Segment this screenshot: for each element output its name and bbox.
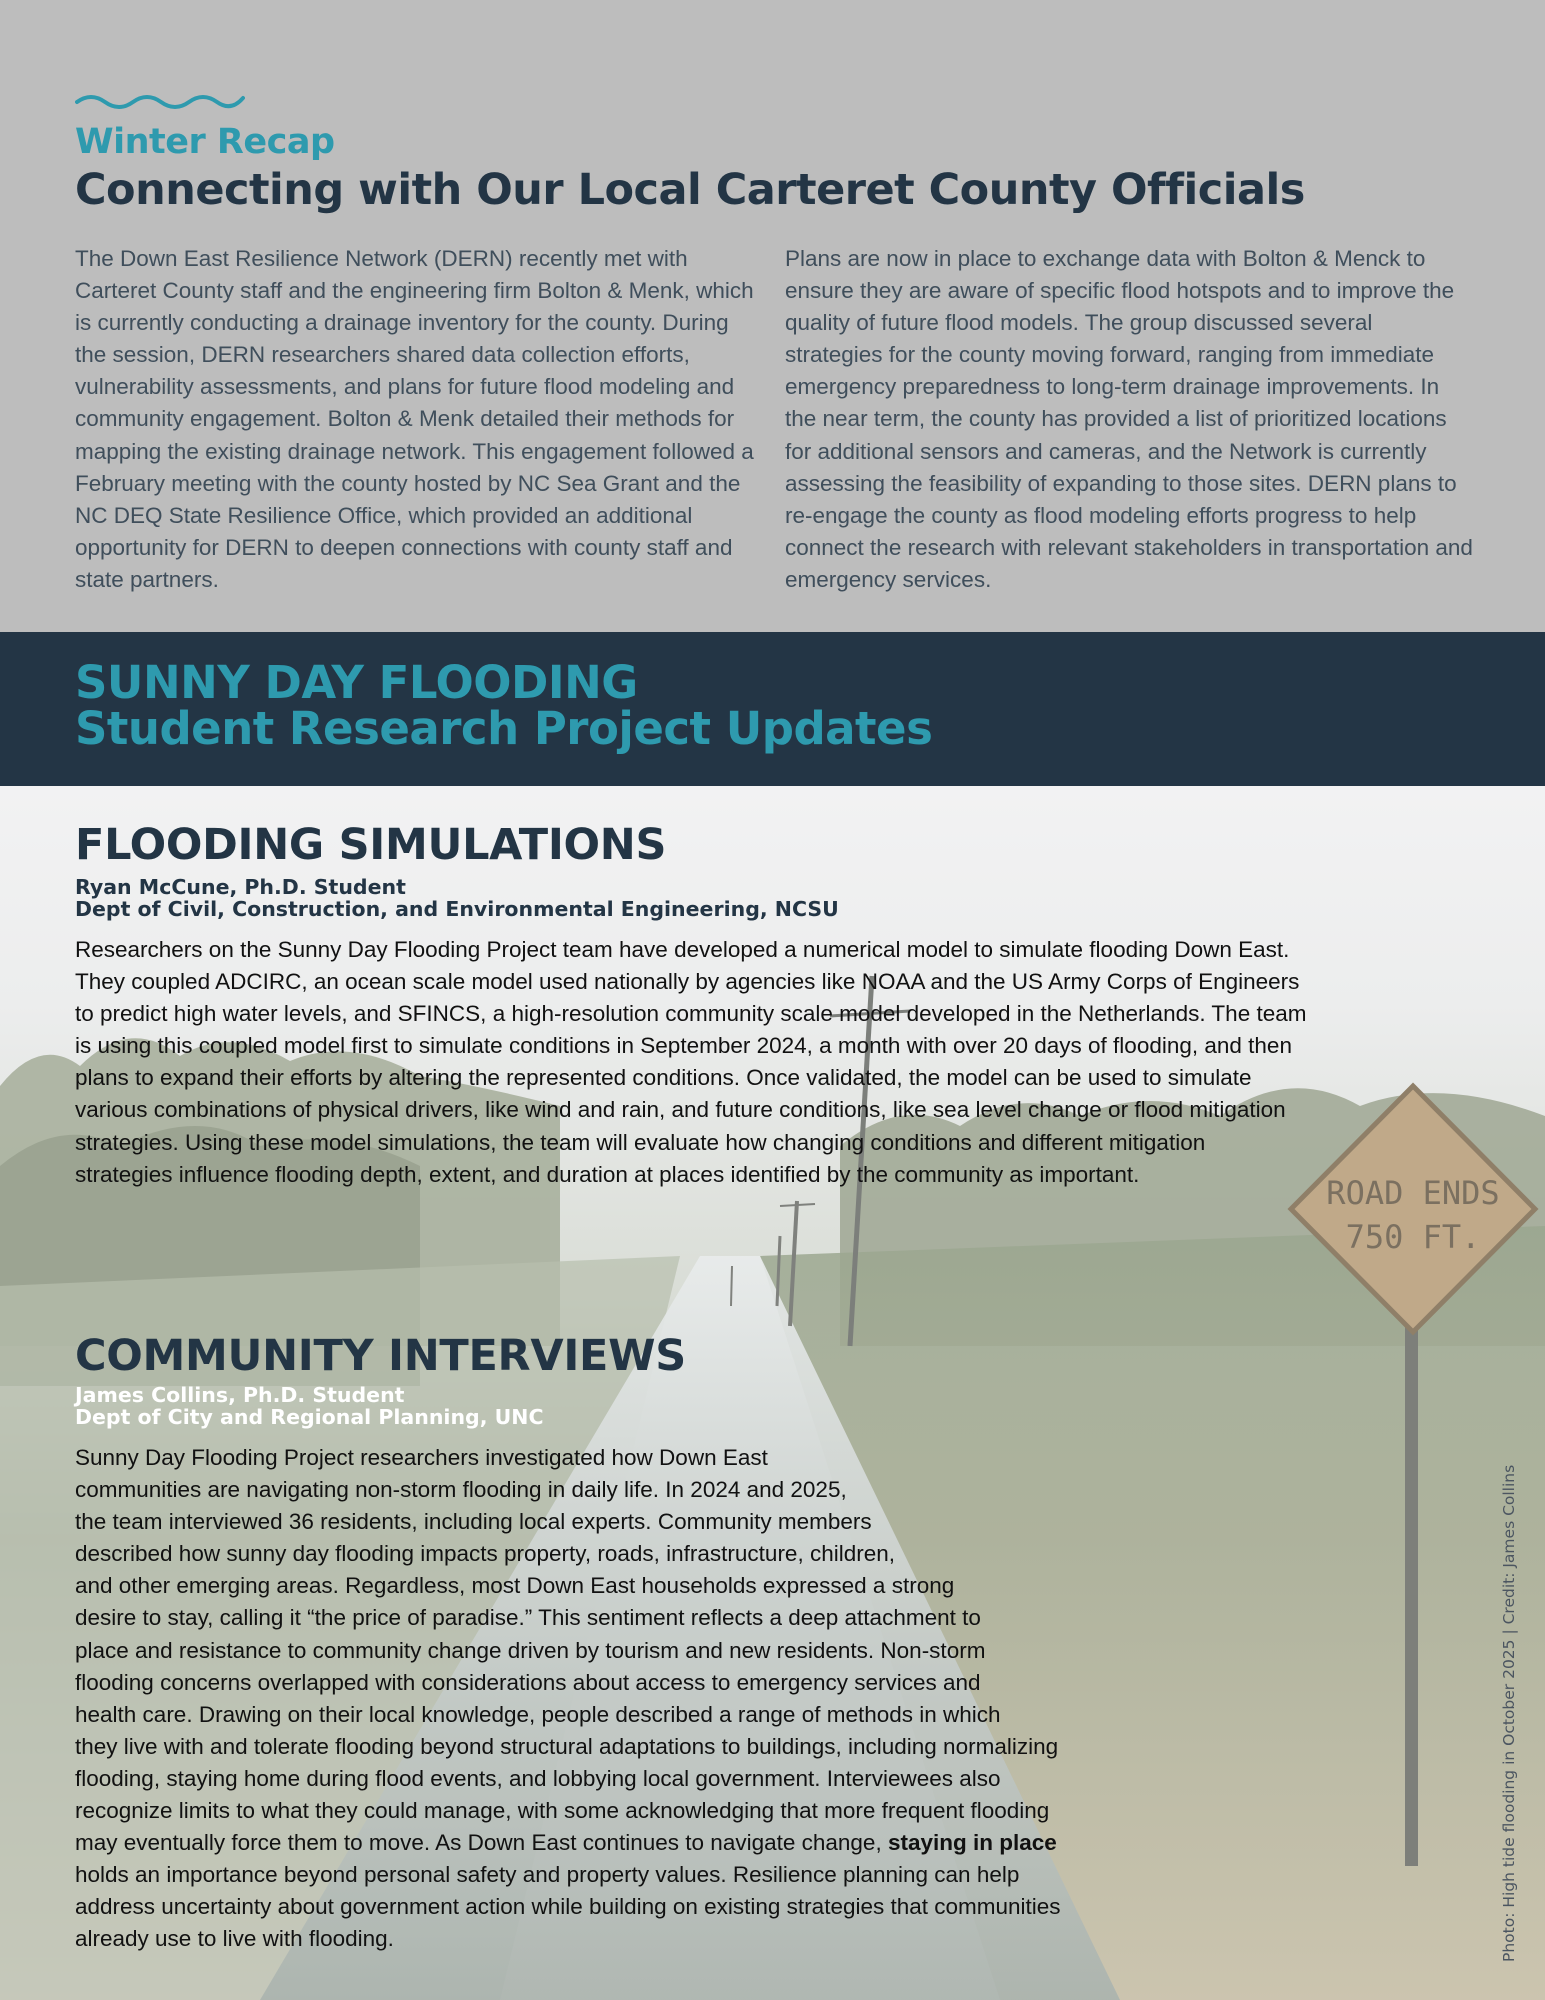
- interviews-line: already use to live with flooding.: [75, 1926, 394, 1952]
- interviews-line: communities are navigating non-storm flooding in daily life. In 2024 and 2025,: [75, 1477, 847, 1503]
- sunny-day-banner: [0, 632, 1545, 786]
- sign-text-line1: ROAD ENDS: [1326, 1174, 1500, 1212]
- simulations-line: They coupled ADCIRC, an ocean scale model used nationally by agencies like NOAA and the US Army Corps of Engineers: [75, 969, 1300, 995]
- sign-text-line2: 750 FT.: [1345, 1218, 1481, 1256]
- recap-title: Connecting with Our Local Carteret County Officials: [75, 165, 1305, 215]
- interviews-line: they live with and tolerate flooding beyond structural adaptations to buildings, including normalizing: [75, 1733, 1059, 1759]
- interviews-line: health care. Drawing on their local knowledge, people described a range of methods in which: [75, 1701, 1001, 1727]
- banner-subtitle: Student Research Project Updates: [75, 702, 933, 755]
- flooded-road-photo: [0, 786, 1545, 2000]
- winter-recap-section: [0, 0, 1545, 632]
- simulations-line: strategies. Using these model simulations, the team will evaluate how changing conditions and different mitigation: [75, 1129, 1206, 1155]
- simulations-title: FLOODING SIMULATIONS: [75, 820, 667, 870]
- photo-credit: Photo: High tide flooding in October 2025 | Credit: James Collins: [1500, 1464, 1518, 1962]
- simulations-line: various combinations of physical drivers, like wind and rain, and future conditions, like sea level change or flood mitigation: [75, 1097, 1286, 1123]
- section-kicker: Winter Recap: [75, 122, 335, 162]
- recap-column-right: Plans are now in place to exchange data with Bolton & Menck to ensure they are aware of specific flood hotspots and to improve the quality of future flood models. The group discussed several strategies for the county moving forward, ranging from immediate emergency preparedness to long-term drainage improvements. In the near term, the county has provided a list of prioritized locations for additional sensors and cameras, and the Network is currently assessing the feasibility of expanding to those sites. DERN plans to re-engage the county as flood modeling efforts progress to help connect the research with relevant stakeholders in transportation and emergency services.: [785, 246, 1473, 592]
- simulations-body: [75, 934, 1306, 1191]
- simulations-line: to predict high water levels, and SFINCS, a high-resolution community scale model developed in the Netherlands. The team: [75, 1001, 1307, 1027]
- interviews-title: COMMUNITY INTERVIEWS: [75, 1331, 686, 1381]
- wave-icon: [75, 90, 245, 110]
- interviews-department: Dept of City and Regional Planning, UNC: [75, 1405, 544, 1429]
- interviews-line: desire to stay, calling it “the price of paradise.” This sentiment reflects a deep attachment to: [75, 1605, 981, 1631]
- interviews-line: described how sunny day flooding impacts property, roads, infrastructure, children,: [75, 1541, 895, 1567]
- interviews-line: holds an importance beyond personal safety and property values. Resilience planning can help: [75, 1862, 1020, 1888]
- simulations-author: Ryan McCune, Ph.D. Student: [75, 875, 406, 899]
- simulations-department: Dept of Civil, Construction, and Environmental Engineering, NCSU: [75, 897, 839, 921]
- simulations-line: plans to expand their efforts by altering the represented conditions. Once validated, the model can be used to simulate: [75, 1065, 1252, 1091]
- interviews-line: [75, 1827, 1061, 1859]
- recap-column-left: The Down East Resilience Network (DERN) recently met with Carteret County staff and the engineering firm Bolton & Menk, which is currently conducting a drainage inventory for the county. During the session, DERN researchers shared data collection efforts, vulnerability assessments, and plans for future flood modeling and community engagement. Bolton & Menk detailed their methods for mapping the existing drainage network. This engagement followed a February meeting with the county hosted by NC Sea Grant and the NC DEQ State Resilience Office, which provided an additional opportunity for DERN to deepen connections with county staff and state partners.: [75, 246, 754, 592]
- interviews-line: place and resistance to community change driven by tourism and new residents. Non-storm: [75, 1637, 986, 1663]
- interviews-line: the team interviewed 36 residents, including local experts. Community members: [75, 1509, 872, 1535]
- interviews-line: flooding, staying home during flood events, and lobbying local government. Interviewees also: [75, 1765, 1001, 1791]
- interviews-line-text: may eventually force them to move. As Down East continues to navigate change,: [75, 1830, 888, 1856]
- interviews-line: address uncertainty about government action while building on existing strategies that communities: [75, 1894, 1061, 1920]
- interviews-body: [75, 1442, 1061, 1956]
- simulations-line: Researchers on the Sunny Day Flooding Project team have developed a numerical model to simulate flooding Down East.: [75, 937, 1290, 962]
- emphasis-staying-in-place: staying in place: [887, 1830, 1057, 1856]
- interviews-line: recognize limits to what they could manage, with some acknowledging that more frequent flooding: [75, 1798, 1050, 1824]
- interviews-author: James Collins, Ph.D. Student: [75, 1383, 405, 1407]
- simulations-line: is using this coupled model first to simulate conditions in September 2024, a month with over 20 days of flooding, and then: [75, 1033, 1292, 1059]
- simulations-line: strategies influence flooding depth, extent, and duration at places identified by the community as important.: [75, 1161, 1140, 1187]
- banner-title: SUNNY DAY FLOODING: [75, 656, 638, 709]
- interviews-line: Sunny Day Flooding Project researchers investigated how Down East: [75, 1445, 768, 1470]
- interviews-line: and other emerging areas. Regardless, most Down East households expressed a strong: [75, 1573, 955, 1599]
- interviews-line: flooding concerns overlapped with considerations about access to emergency services and: [75, 1669, 981, 1695]
